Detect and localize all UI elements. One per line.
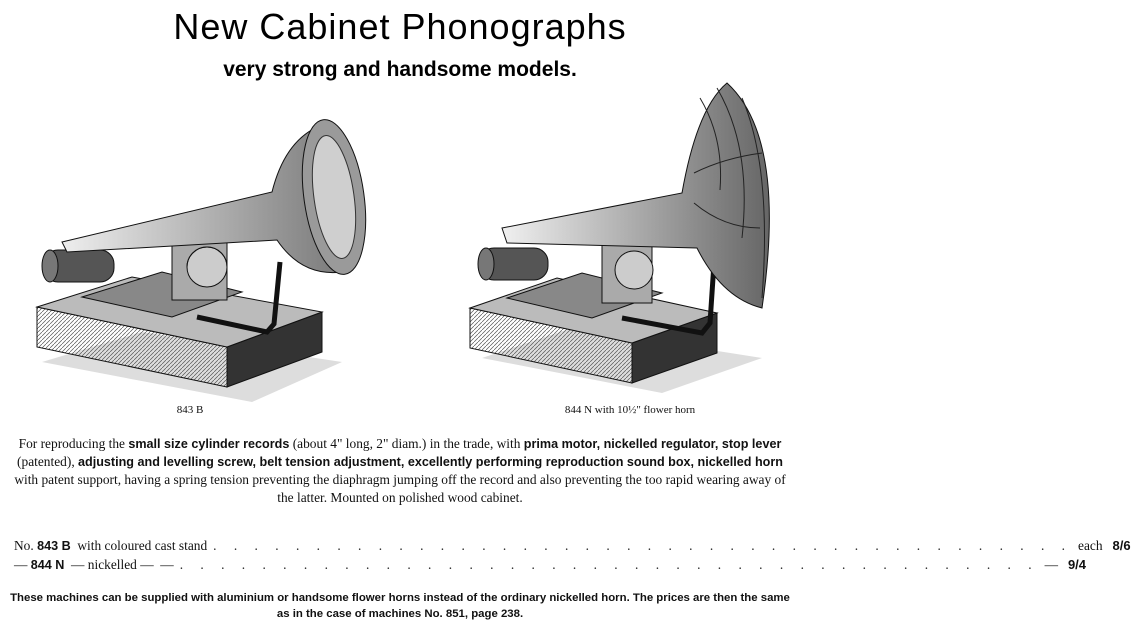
footer-note: These machines can be supplied with aluminium or handsome flower horns instead of the ordinary nickelled horn. The prices are then the same as in the case of machines No. 851, page 238. <box>10 592 790 620</box>
phonograph-843b-illustration <box>22 112 382 402</box>
model-description: — nickelled — — <box>64 557 174 572</box>
caption-843b: 843 B <box>176 404 204 416</box>
description-text: with patent support, having a spring tension preventing the diaphragm jumping off the record and also preventing the too rapid wearing away of the latter. Mounted on polished wood cabinet. <box>14 472 786 505</box>
description-text: (patented), <box>17 454 79 469</box>
model-description: with coloured cast stand <box>70 538 208 553</box>
price-prefix: — <box>14 557 31 572</box>
price-value: 9/4 <box>1067 557 1087 572</box>
product-description <box>6 435 794 507</box>
model-number: 843 B <box>37 539 71 553</box>
description-text: For reproducing the <box>18 436 129 451</box>
caption-844n: 844 N with 10½" flower horn <box>564 404 696 416</box>
page-subtitle: very strong and handsome models. <box>223 58 577 81</box>
price-value: 8/6 <box>1112 538 1131 553</box>
phonograph-844n-illustration <box>462 78 787 398</box>
description-bold: adjusting and levelling screw, belt tension adjustment, excellently performing reproduction sound box, nickelled horn <box>78 455 783 469</box>
price-row-843b <box>14 538 1131 558</box>
description-bold: prima motor, nickelled regulator, stop lever <box>523 437 782 451</box>
description-bold: small size cylinder records <box>128 437 290 451</box>
leader-dots: . . . . . . . . . . . . . . . . . . . . . . . . . . . . . . . . . . . . . . . . . . <box>179 557 1039 572</box>
page-title: New Cabinet Phonographs <box>173 6 627 47</box>
description-text: (about 4" long, 2" diam.) in the trade, with <box>289 436 524 451</box>
price-prefix: No. <box>14 538 38 553</box>
leader-dots: . . . . . . . . . . . . . . . . . . . . . . . . . . . . . . . . . . . . . . . . . . <box>213 538 1073 553</box>
price-unit: — <box>1044 557 1058 572</box>
price-row-lead <box>14 557 174 573</box>
price-row-lead <box>14 538 207 554</box>
model-number: 844 N <box>30 558 65 572</box>
price-unit: each <box>1078 538 1103 553</box>
price-row-844n <box>14 557 1087 577</box>
